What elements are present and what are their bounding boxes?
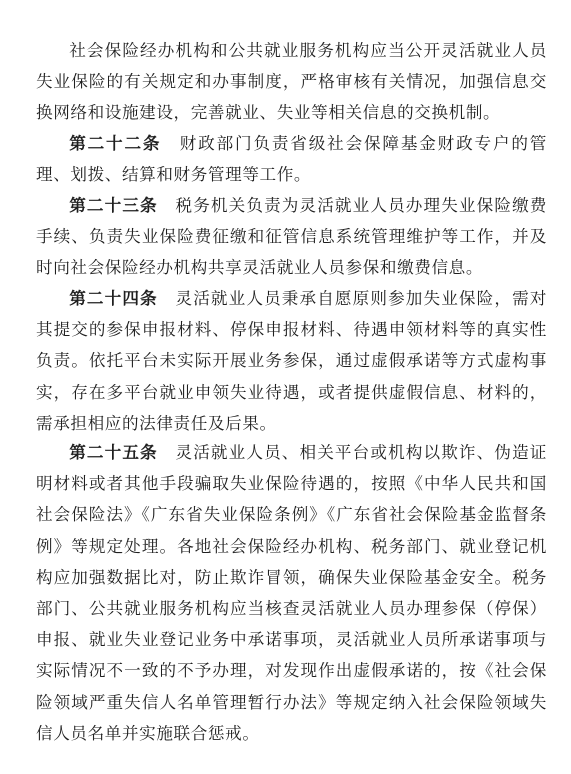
article-number: 第二十五条 (69, 442, 158, 462)
paragraph-text: 社会保险经办机构和公共就业服务机构应当公开灵活就业人员失业保险的有关规定和办事制度，严格审核有关情况，加强信息交换网络和设施建设，完善就业、失业等相关信息的交换机制。 (36, 41, 547, 123)
paragraph-text: 税务机关负责为灵活就业人员办理失业保险缴费手续、负责失业保险费征缴和征管信息系统管理维护等工作，并及时向社会保险经办机构共享灵活就业人员参保和缴费信息。 (36, 196, 547, 278)
paragraph-continuation (36, 35, 547, 129)
article-24-paragraph (36, 283, 547, 439)
article-number: 第二十四条 (69, 288, 158, 308)
article-25-paragraph (36, 437, 547, 749)
paragraph-text: 灵活就业人员秉承自愿原则参加失业保险，需对其提交的参保申报材料、停保申报材料、待遇申领材料等的真实性负责。依托平台未实际开展业务参保，通过虚假承诺等方式虚构事实，存在多平台就业申领失业待遇，或者提供虚假信息、材料的，需承担相应的法律责任及后果。 (36, 289, 547, 433)
paragraph-text: 灵活就业人员、相关平台或机构以欺诈、伪造证明材料或者其他手段骗取失业保险待遇的，按照《中华人民共和国社会保险法》《广东省失业保险条例》《广东省社会保险基金监督条例》等规定处理。各地社会保险经办机构、税务部门、就业登记机构应加强数据比对，防止欺诈冒领，确保失业保险基金安全。税务部门、公共就业服务机构应当核查灵活就业人员办理参保（停保）申报、就业失业登记业务中承诺事项，灵活就业人员所承诺事项与实际情况不一致的不予办理，对发现作出虚假承诺的，按《社会保险领域严重失信人名单管理暂行办法》等规定纳入社会保险领域失信人员名单并实施联合惩戒。 (36, 443, 547, 743)
article-number: 第二十三条 (69, 195, 158, 215)
paragraph-text: 财政部门负责省级社会保障基金财政专户的管理、划拨、结算和财务管理等工作。 (36, 134, 548, 185)
article-number: 第二十二条 (69, 133, 162, 153)
article-23-paragraph (36, 190, 547, 284)
article-22-paragraph (36, 128, 547, 190)
